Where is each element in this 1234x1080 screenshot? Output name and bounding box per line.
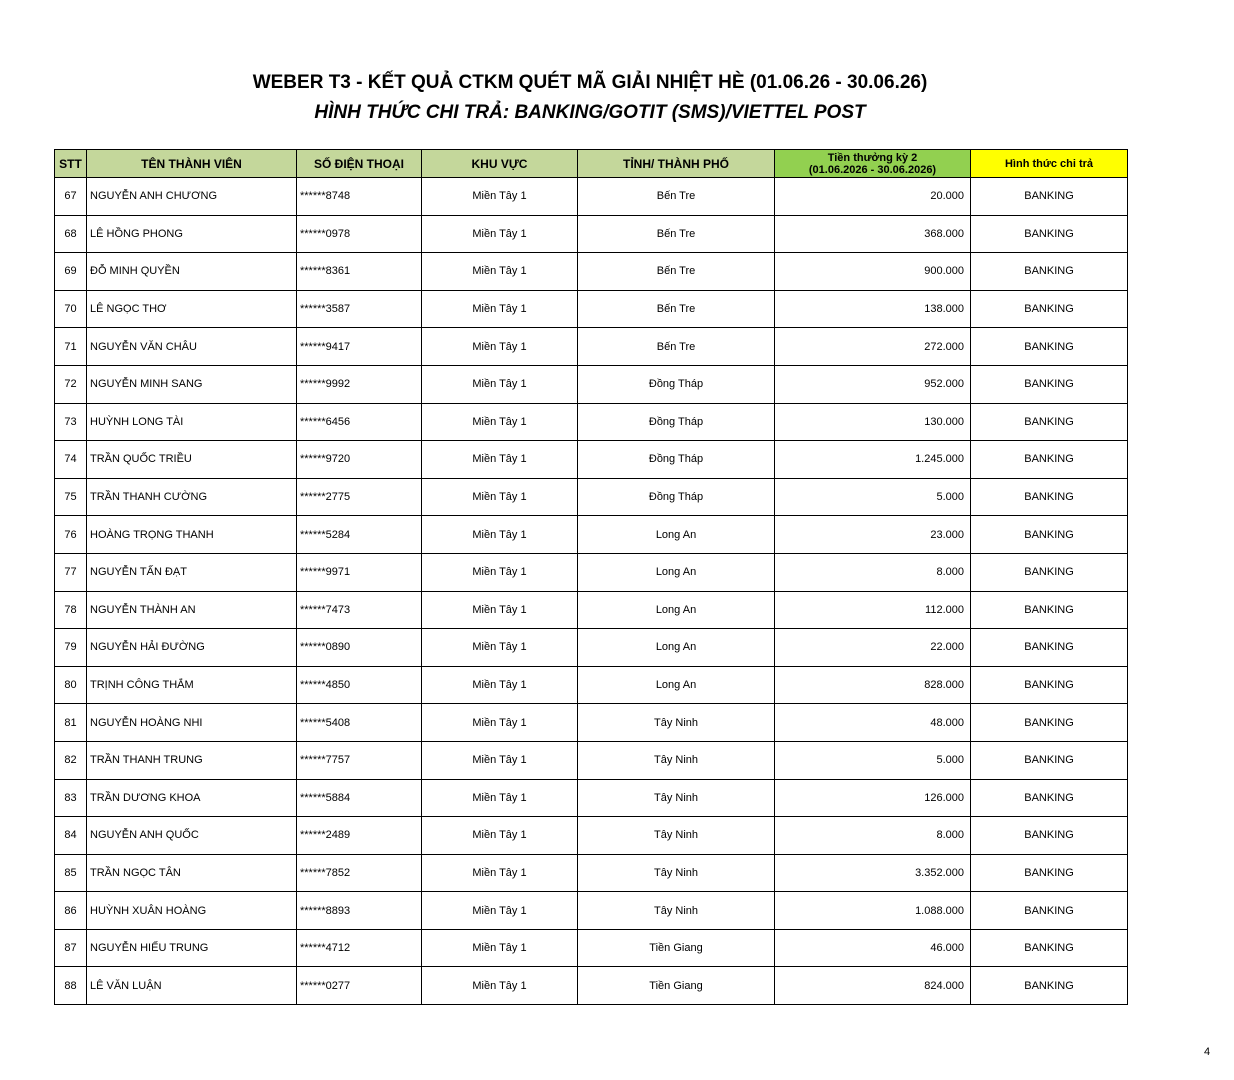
document-title: WEBER T3 - KẾT QUẢ CTKM QUÉT MÃ GIẢI NHIỆT HÈ (01.06.26 - 30.06.26) bbox=[252, 72, 928, 93]
table-row bbox=[55, 929, 1128, 967]
table-row bbox=[55, 553, 1128, 591]
cell-phone: ******7757 bbox=[297, 741, 422, 779]
cell-stt: 87 bbox=[55, 929, 87, 967]
cell-name: HUỲNH XUÂN HOÀNG bbox=[87, 892, 297, 930]
cell-bonus: 20.000 bbox=[775, 178, 971, 216]
cell-name: TRẦN DƯƠNG KHOA bbox=[87, 779, 297, 817]
cell-stt: 72 bbox=[55, 365, 87, 403]
cell-stt: 84 bbox=[55, 817, 87, 855]
cell-bonus: 8.000 bbox=[775, 817, 971, 855]
cell-region: Miền Tây 1 bbox=[422, 215, 578, 253]
cell-bonus: 46.000 bbox=[775, 929, 971, 967]
table-row bbox=[55, 215, 1128, 253]
cell-province: Tây Ninh bbox=[578, 779, 775, 817]
cell-phone: ******4850 bbox=[297, 666, 422, 704]
table-row bbox=[55, 253, 1128, 291]
cell-region: Miền Tây 1 bbox=[422, 328, 578, 366]
cell-stt: 79 bbox=[55, 629, 87, 667]
cell-bonus: 126.000 bbox=[775, 779, 971, 817]
results-table bbox=[54, 149, 1128, 1005]
cell-name: HUỲNH LONG TÀI bbox=[87, 403, 297, 441]
cell-payment: BANKING bbox=[971, 779, 1128, 817]
cell-bonus: 952.000 bbox=[775, 365, 971, 403]
cell-province: Bến Tre bbox=[578, 178, 775, 216]
table-row bbox=[55, 290, 1128, 328]
cell-bonus: 8.000 bbox=[775, 553, 971, 591]
header-bonus-line2: (01.06.2026 - 30.06.2026) bbox=[808, 163, 937, 176]
cell-region: Miền Tây 1 bbox=[422, 704, 578, 742]
cell-bonus: 824.000 bbox=[775, 967, 971, 1005]
cell-province: Tiền Giang bbox=[578, 929, 775, 967]
page-number: 4 bbox=[1204, 1046, 1211, 1058]
cell-payment: BANKING bbox=[971, 741, 1128, 779]
table-row bbox=[55, 516, 1128, 554]
table-body bbox=[55, 178, 1128, 1005]
cell-name: NGUYỄN TẤN ĐẠT bbox=[87, 553, 297, 591]
cell-province: Bến Tre bbox=[578, 253, 775, 291]
cell-name: ĐỖ MINH QUYỀN bbox=[87, 253, 297, 291]
cell-name: NGUYỄN THÀNH AN bbox=[87, 591, 297, 629]
cell-name: TRẦN THANH TRUNG bbox=[87, 741, 297, 779]
cell-region: Miền Tây 1 bbox=[422, 967, 578, 1005]
header-payment: Hình thức chi trả bbox=[971, 150, 1128, 178]
cell-stt: 68 bbox=[55, 215, 87, 253]
header-phone: SỐ ĐIỆN THOẠI bbox=[297, 150, 422, 178]
cell-phone: ******8893 bbox=[297, 892, 422, 930]
header-stt: STT bbox=[55, 150, 87, 178]
document-subtitle: HÌNH THỨC CHI TRẢ: BANKING/GOTIT (SMS)/VIETTEL POST bbox=[314, 102, 866, 123]
cell-payment: BANKING bbox=[971, 516, 1128, 554]
cell-province: Bến Tre bbox=[578, 328, 775, 366]
cell-name: LÊ NGỌC THƠ bbox=[87, 290, 297, 328]
cell-region: Miền Tây 1 bbox=[422, 516, 578, 554]
table-row bbox=[55, 741, 1128, 779]
cell-stt: 76 bbox=[55, 516, 87, 554]
cell-province: Đồng Tháp bbox=[578, 403, 775, 441]
cell-payment: BANKING bbox=[971, 817, 1128, 855]
cell-region: Miền Tây 1 bbox=[422, 854, 578, 892]
cell-stt: 78 bbox=[55, 591, 87, 629]
cell-province: Tây Ninh bbox=[578, 741, 775, 779]
cell-province: Tây Ninh bbox=[578, 854, 775, 892]
cell-region: Miền Tây 1 bbox=[422, 629, 578, 667]
cell-bonus: 5.000 bbox=[775, 478, 971, 516]
cell-province: Long An bbox=[578, 629, 775, 667]
cell-province: Tây Ninh bbox=[578, 704, 775, 742]
header-bonus-line1: Tiền thưởng kỳ 2 bbox=[827, 151, 918, 164]
cell-region: Miền Tây 1 bbox=[422, 253, 578, 291]
table-row bbox=[55, 704, 1128, 742]
cell-province: Long An bbox=[578, 666, 775, 704]
cell-phone: ******0277 bbox=[297, 967, 422, 1005]
cell-province: Long An bbox=[578, 553, 775, 591]
cell-region: Miền Tây 1 bbox=[422, 591, 578, 629]
cell-payment: BANKING bbox=[971, 215, 1128, 253]
cell-bonus: 112.000 bbox=[775, 591, 971, 629]
cell-phone: ******9971 bbox=[297, 553, 422, 591]
table-row bbox=[55, 817, 1128, 855]
cell-stt: 88 bbox=[55, 967, 87, 1005]
cell-province: Long An bbox=[578, 591, 775, 629]
table-row bbox=[55, 666, 1128, 704]
cell-region: Miền Tây 1 bbox=[422, 929, 578, 967]
cell-bonus: 130.000 bbox=[775, 403, 971, 441]
cell-stt: 71 bbox=[55, 328, 87, 366]
cell-payment: BANKING bbox=[971, 967, 1128, 1005]
cell-region: Miền Tây 1 bbox=[422, 741, 578, 779]
cell-name: HOÀNG TRỌNG THANH bbox=[87, 516, 297, 554]
cell-name: NGUYỄN ANH CHƯƠNG bbox=[87, 178, 297, 216]
cell-region: Miền Tây 1 bbox=[422, 365, 578, 403]
table-row bbox=[55, 629, 1128, 667]
cell-region: Miền Tây 1 bbox=[422, 779, 578, 817]
table-row bbox=[55, 779, 1128, 817]
cell-stt: 83 bbox=[55, 779, 87, 817]
cell-payment: BANKING bbox=[971, 178, 1128, 216]
cell-bonus: 368.000 bbox=[775, 215, 971, 253]
cell-phone: ******5284 bbox=[297, 516, 422, 554]
cell-region: Miền Tây 1 bbox=[422, 403, 578, 441]
cell-region: Miền Tây 1 bbox=[422, 817, 578, 855]
cell-bonus: 272.000 bbox=[775, 328, 971, 366]
cell-name: NGUYỄN MINH SANG bbox=[87, 365, 297, 403]
cell-payment: BANKING bbox=[971, 591, 1128, 629]
header-province: TỈNH/ THÀNH PHỐ bbox=[578, 150, 775, 178]
cell-bonus: 48.000 bbox=[775, 704, 971, 742]
cell-bonus: 138.000 bbox=[775, 290, 971, 328]
header-bonus bbox=[775, 150, 971, 178]
cell-phone: ******9992 bbox=[297, 365, 422, 403]
cell-province: Long An bbox=[578, 516, 775, 554]
cell-payment: BANKING bbox=[971, 929, 1128, 967]
cell-stt: 67 bbox=[55, 178, 87, 216]
table-row bbox=[55, 365, 1128, 403]
cell-name: TRẦN NGỌC TÂN bbox=[87, 854, 297, 892]
table-row bbox=[55, 892, 1128, 930]
cell-province: Đồng Tháp bbox=[578, 441, 775, 479]
table-row bbox=[55, 178, 1128, 216]
header-name: TÊN THÀNH VIÊN bbox=[87, 150, 297, 178]
cell-phone: ******6456 bbox=[297, 403, 422, 441]
cell-name: NGUYỄN ANH QUỐC bbox=[87, 817, 297, 855]
cell-region: Miền Tây 1 bbox=[422, 892, 578, 930]
table-header-row bbox=[55, 150, 1128, 178]
table-row bbox=[55, 967, 1128, 1005]
cell-payment: BANKING bbox=[971, 478, 1128, 516]
cell-province: Tây Ninh bbox=[578, 892, 775, 930]
cell-phone: ******8361 bbox=[297, 253, 422, 291]
cell-payment: BANKING bbox=[971, 253, 1128, 291]
cell-phone: ******9720 bbox=[297, 441, 422, 479]
table-row bbox=[55, 441, 1128, 479]
cell-name: LÊ HỒNG PHONG bbox=[87, 215, 297, 253]
cell-province: Tiền Giang bbox=[578, 967, 775, 1005]
cell-name: NGUYỄN HOÀNG NHI bbox=[87, 704, 297, 742]
table-row bbox=[55, 403, 1128, 441]
table-row bbox=[55, 854, 1128, 892]
cell-stt: 82 bbox=[55, 741, 87, 779]
cell-bonus: 1.245.000 bbox=[775, 441, 971, 479]
cell-payment: BANKING bbox=[971, 365, 1128, 403]
cell-name: NGUYỄN HIẾU TRUNG bbox=[87, 929, 297, 967]
cell-name: TRẦN QUỐC TRIỀU bbox=[87, 441, 297, 479]
cell-stt: 77 bbox=[55, 553, 87, 591]
cell-payment: BANKING bbox=[971, 403, 1128, 441]
cell-region: Miền Tây 1 bbox=[422, 290, 578, 328]
cell-stt: 80 bbox=[55, 666, 87, 704]
cell-region: Miền Tây 1 bbox=[422, 553, 578, 591]
cell-phone: ******5408 bbox=[297, 704, 422, 742]
cell-bonus: 3.352.000 bbox=[775, 854, 971, 892]
cell-payment: BANKING bbox=[971, 441, 1128, 479]
cell-province: Đồng Tháp bbox=[578, 478, 775, 516]
cell-phone: ******3587 bbox=[297, 290, 422, 328]
cell-name: NGUYỄN HẢI ĐƯỜNG bbox=[87, 629, 297, 667]
cell-region: Miền Tây 1 bbox=[422, 178, 578, 216]
cell-payment: BANKING bbox=[971, 892, 1128, 930]
header-region: KHU VỰC bbox=[422, 150, 578, 178]
cell-stt: 74 bbox=[55, 441, 87, 479]
cell-bonus: 5.000 bbox=[775, 741, 971, 779]
cell-payment: BANKING bbox=[971, 290, 1128, 328]
cell-phone: ******5884 bbox=[297, 779, 422, 817]
cell-payment: BANKING bbox=[971, 666, 1128, 704]
cell-payment: BANKING bbox=[971, 704, 1128, 742]
cell-payment: BANKING bbox=[971, 854, 1128, 892]
cell-bonus: 1.088.000 bbox=[775, 892, 971, 930]
cell-province: Bến Tre bbox=[578, 215, 775, 253]
cell-phone: ******2775 bbox=[297, 478, 422, 516]
cell-region: Miền Tây 1 bbox=[422, 666, 578, 704]
cell-payment: BANKING bbox=[971, 328, 1128, 366]
cell-payment: BANKING bbox=[971, 629, 1128, 667]
cell-phone: ******2489 bbox=[297, 817, 422, 855]
cell-phone: ******0978 bbox=[297, 215, 422, 253]
table-row bbox=[55, 478, 1128, 516]
cell-bonus: 23.000 bbox=[775, 516, 971, 554]
cell-bonus: 22.000 bbox=[775, 629, 971, 667]
table-row bbox=[55, 328, 1128, 366]
cell-phone: ******9417 bbox=[297, 328, 422, 366]
cell-name: TRẦN THANH CƯỜNG bbox=[87, 478, 297, 516]
cell-phone: ******7473 bbox=[297, 591, 422, 629]
cell-phone: ******0890 bbox=[297, 629, 422, 667]
cell-payment: BANKING bbox=[971, 553, 1128, 591]
cell-phone: ******8748 bbox=[297, 178, 422, 216]
table-row bbox=[55, 591, 1128, 629]
cell-stt: 73 bbox=[55, 403, 87, 441]
cell-stt: 70 bbox=[55, 290, 87, 328]
cell-province: Bến Tre bbox=[578, 290, 775, 328]
cell-province: Tây Ninh bbox=[578, 817, 775, 855]
cell-stt: 81 bbox=[55, 704, 87, 742]
cell-name: NGUYỄN VĂN CHÂU bbox=[87, 328, 297, 366]
cell-bonus: 828.000 bbox=[775, 666, 971, 704]
cell-phone: ******7852 bbox=[297, 854, 422, 892]
cell-stt: 86 bbox=[55, 892, 87, 930]
cell-region: Miền Tây 1 bbox=[422, 441, 578, 479]
cell-name: TRỊNH CÔNG THẮM bbox=[87, 666, 297, 704]
cell-bonus: 900.000 bbox=[775, 253, 971, 291]
cell-stt: 85 bbox=[55, 854, 87, 892]
cell-region: Miền Tây 1 bbox=[422, 478, 578, 516]
cell-province: Đồng Tháp bbox=[578, 365, 775, 403]
cell-stt: 69 bbox=[55, 253, 87, 291]
cell-name: LÊ VĂN LUẬN bbox=[87, 967, 297, 1005]
cell-phone: ******4712 bbox=[297, 929, 422, 967]
cell-stt: 75 bbox=[55, 478, 87, 516]
